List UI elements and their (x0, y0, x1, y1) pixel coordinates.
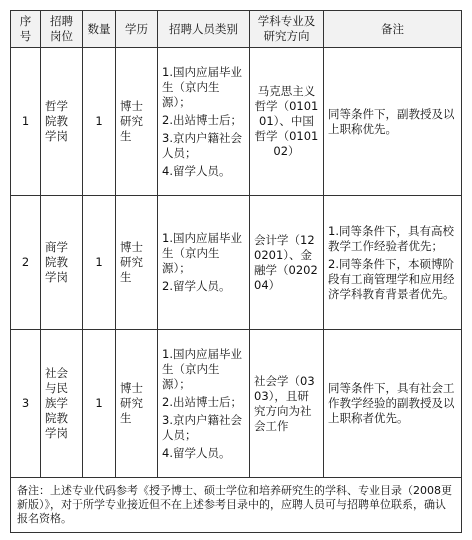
category-line: 2.出站博士后； (162, 112, 242, 127)
cell-edu: 博士研究生 (116, 330, 158, 478)
cell-remark (324, 330, 462, 478)
table-note: 备注：上述专业代码参考《授予博士、硕士学位和培养研究生的学科、专业目录（2008更新版）》，对于所学专业接近但不在上述参考目录中的，应聘人员可与招聘单位联系，确认报名资格。 (11, 478, 462, 533)
note-row (11, 478, 462, 533)
remark-line: 同等条件下，副教授及以上职称优先。 (328, 106, 455, 136)
category-line: 4.留学人员。 (162, 163, 231, 178)
header-row (11, 11, 462, 48)
remark-line: 1.同等条件下，具有高校教学工作经验者优先； (328, 223, 454, 253)
cell-edu: 博士研究生 (116, 48, 158, 196)
category-line: 4.留学人员。 (162, 445, 231, 460)
cell-post: 哲学院教学岗 (41, 48, 83, 196)
cell-post: 商学院教学岗 (41, 196, 83, 330)
cell-category (158, 330, 250, 478)
recruitment-table-container (10, 10, 461, 533)
table-row (11, 48, 462, 196)
header-category: 招聘人员类别 (158, 11, 250, 48)
cell-edu: 博士研究生 (116, 196, 158, 330)
cell-remark (324, 48, 462, 196)
cell-qty: 1 (83, 330, 116, 478)
remark-line: 2.同等条件下，本硕博阶段有工商管理学和应用经济学科教育背景者优先。 (328, 256, 455, 301)
cell-major: 马克思主义哲学（010101）、中国哲学（010102） (250, 48, 324, 196)
cell-major: 社会学（0303），且研究方向为社会工作 (250, 330, 324, 478)
header-qty: 数量 (83, 11, 116, 48)
category-line: 2.出站博士后； (162, 394, 242, 409)
cell-qty: 1 (83, 48, 116, 196)
cell-category (158, 48, 250, 196)
cell-no: 1 (11, 48, 41, 196)
header-edu: 学历 (116, 11, 158, 48)
header-post: 招聘岗位 (41, 11, 83, 48)
header-no: 序号 (11, 11, 41, 48)
cell-no: 3 (11, 330, 41, 478)
table-row (11, 196, 462, 330)
recruitment-table (10, 10, 462, 533)
table-row (11, 330, 462, 478)
category-line: 1.国内应届毕业生（京内生源）； (162, 346, 242, 391)
category-line: 1.国内应届毕业生（京内生源）； (162, 64, 242, 109)
cell-category (158, 196, 250, 330)
header-major: 学科专业及研究方向 (250, 11, 324, 48)
cell-no: 2 (11, 196, 41, 330)
category-line: 3.京内户籍社会人员； (162, 412, 242, 442)
category-line: 2.留学人员。 (162, 279, 231, 293)
header-remark: 备注 (324, 11, 462, 48)
cell-qty: 1 (83, 196, 116, 330)
cell-post: 社会与民族学院教学岗 (41, 330, 83, 478)
category-line: 3.京内户籍社会人员； (162, 130, 242, 160)
category-line: 1.国内应届毕业生（京内生源）； (162, 231, 242, 275)
remark-line: 同等条件下，具有社会工作教学经验的副教授及以上职称者优先。 (328, 381, 455, 425)
cell-major: 会计学（120201）、金融学（020204） (250, 196, 324, 330)
cell-remark (324, 196, 462, 330)
